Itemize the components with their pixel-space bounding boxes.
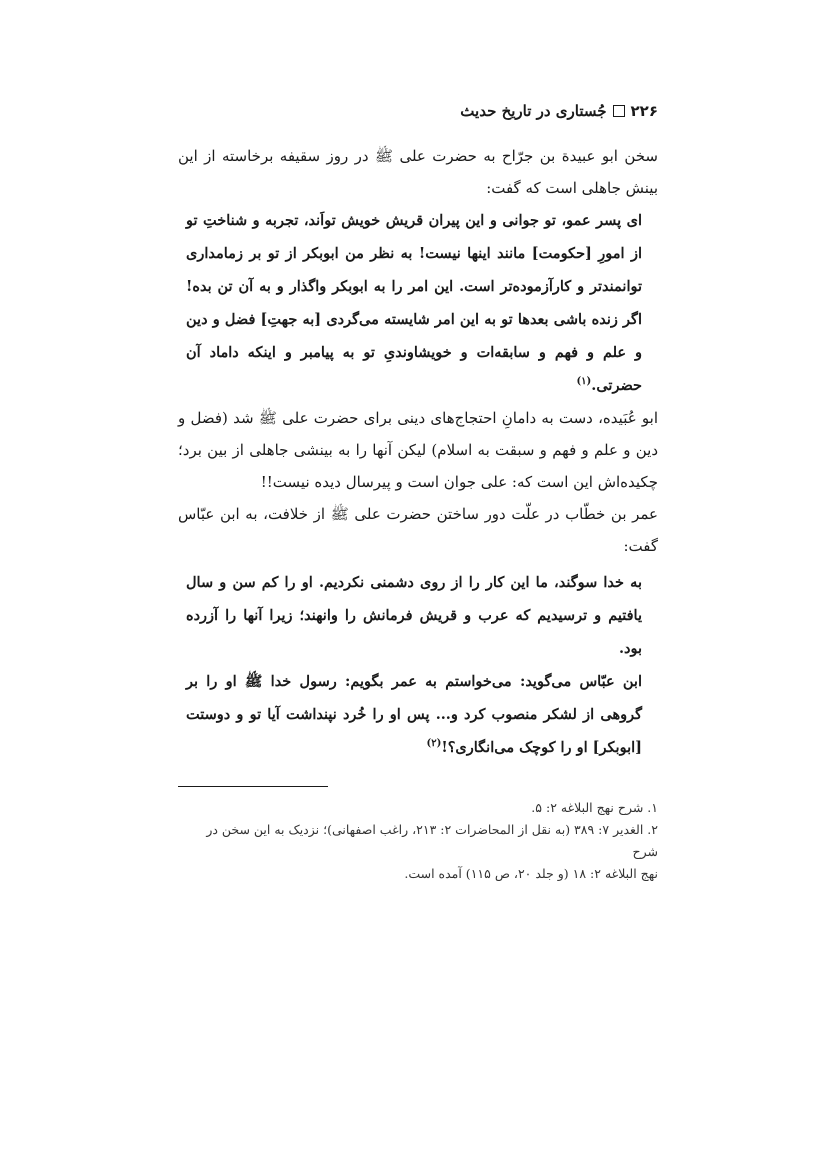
quote-1-text: ای پسر عمو، تو جوانی و این پیران قریش خویش تواَند، تجربه و شناختِ تو از امورِ [حکومت] مانند اینها نیست! به نظر من ابوبکر از تو بر زمامداری توانمندتر و کارآزموده‌تر است. این امر را به ابوبکر واگذار و به آن تن بده! اگر زنده باشی بعدها تو به این امر شایسته می‌گردی [به جهتِ] فضل و دین و علم و فهم و سابقه‌ات و خویشاوندیِ تو به پیامبر و اینکه داماد آن حضرتی.: [186, 212, 642, 394]
running-header: [178, 96, 658, 126]
footnote-separator-wrap: [178, 764, 658, 797]
book-title: جُستاری در تاریخ حدیث: [460, 102, 607, 120]
page-number: ۲۲۶: [630, 102, 658, 120]
footnote-ref-2: (۲): [426, 738, 442, 750]
paragraph-2: ابو عُبَیده، دست به دامانِ احتجاج‌های دینی برای حضرت علی ﷺ شد (فضل و دین و علم و فهم و سبقت به اسلام) لیکن آنها را به بینشی جاهلی از بین برد؛ چکیده‌اش این است که: علی جوان است و پیرسال دیده نیست!!: [178, 409, 658, 491]
quote-1: [178, 204, 658, 402]
footnote-separator: [178, 786, 328, 787]
book-page: [178, 96, 658, 885]
quote-3: [178, 665, 658, 764]
paragraph-3: عمر بن خطّاب در علّت دور ساختن حضرت علی ﷺ از خلافت، به ابن عبّاس گفت:: [178, 505, 658, 555]
square-ornament-icon: [613, 105, 625, 117]
footnote-ref-1: (۱): [576, 376, 592, 388]
quote-2: به خدا سوگند، ما این کار را از روی دشمنی نکردیم. او را کم سن و سال یافتیم و ترسیدیم که عرب و قریش فرمانش را وانهند؛ زیرا آنها را آزرده بود.: [186, 574, 642, 657]
paragraph-1: سخن ابو عبیدة بن جرّاح به حضرت علی ﷺ در روز سقیفه برخاسته از این بینش جاهلی است که گفت:: [178, 147, 658, 197]
footnote-2-line-2: نهج البلاغه ۲: ۱۸ (و جلد ۲۰، ص ۱۱۵) آمده است.: [404, 866, 658, 881]
footnote-1: ۱. شرح نهج البلاغه ۲: ۵.: [531, 800, 658, 815]
quote-3-text: ابن عبّاس می‌گوید: می‌خواستم به عمر بگویم: رسول خدا ﷺ او را بر گروهی از لشکر منصوب کرد و... پس او را خُرد نپنداشت آیا تو و دوستت [ابوبکر] او را کوچک می‌انگاری؟!: [186, 673, 642, 756]
footnote-2-line-1: ۲. الغدیر ۷: ۳۸۹ (به نقل از المحاضرات ۲: ۲۱۳، راغب اصفهانی)؛ نزدیک به این سخن در شرح: [206, 822, 658, 859]
